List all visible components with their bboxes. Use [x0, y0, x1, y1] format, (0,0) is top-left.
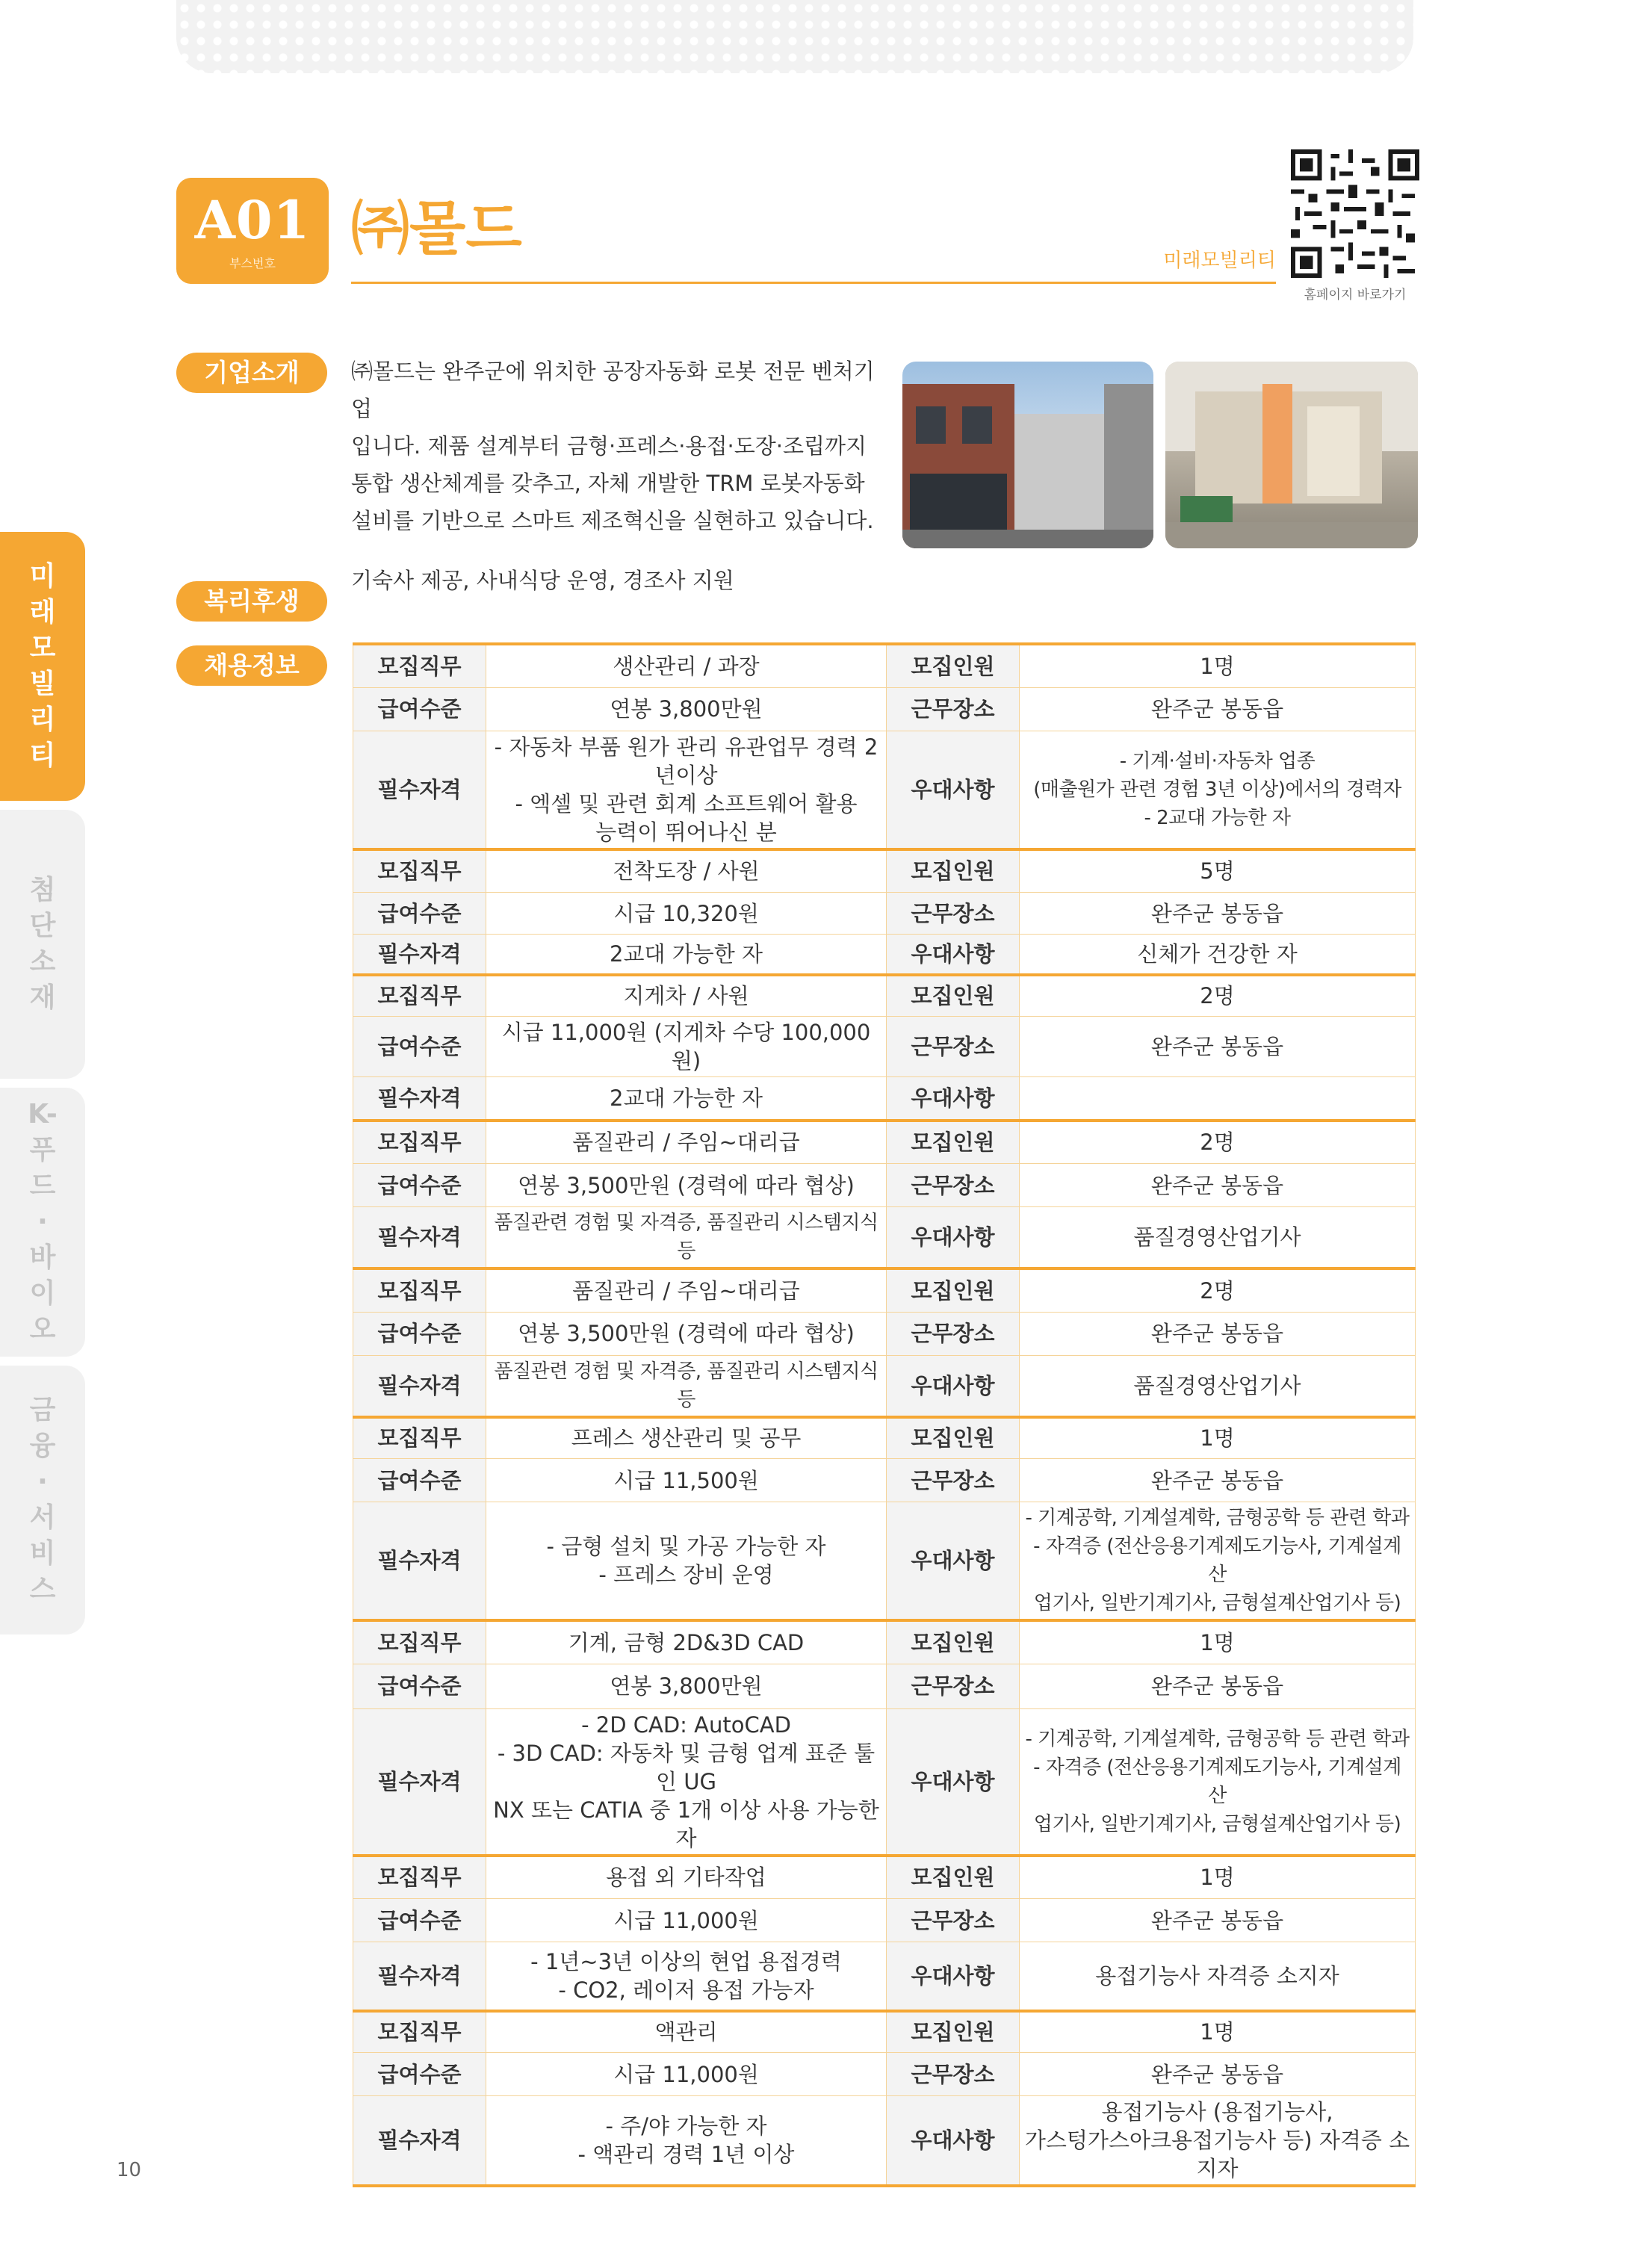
table-row: [353, 1207, 1416, 1269]
section-label-recruit: 채용정보: [176, 645, 327, 686]
table-row: [353, 731, 1416, 849]
table-row: [353, 1121, 1416, 1164]
field-value-count: 1명: [1020, 644, 1416, 687]
qr-caption: 홈페이지 바로가기: [1304, 288, 1407, 303]
section-label-intro: 기업소개: [176, 353, 327, 393]
field-label-pref: 우대사항: [887, 1207, 1020, 1269]
field-label-place: 근무장소: [887, 2053, 1020, 2096]
field-value-salary: 연봉 3,800만원: [486, 1664, 887, 1708]
table-row: [353, 1620, 1416, 1664]
field-value-place: 완주군 봉동읍: [1020, 687, 1416, 731]
field-label-pref: 우대사항: [887, 1942, 1020, 2011]
field-value-job: 용접 외 기타작업: [486, 1856, 887, 1899]
title-divider: [351, 282, 1276, 284]
intro-line: 설비를 기반으로 스마트 제조혁신을 실현하고 있습니다.: [351, 508, 874, 533]
field-label-req: 필수자격: [353, 1355, 486, 1417]
table-row: [353, 1017, 1416, 1077]
recruitment-table: [353, 642, 1415, 2187]
field-label-pref: 우대사항: [887, 1355, 1020, 1417]
factory-exterior-photo: [902, 362, 1153, 548]
field-value-place: 완주군 봉동읍: [1020, 893, 1416, 935]
field-label-count: 모집인원: [887, 2011, 1020, 2053]
page-number: 10: [117, 2159, 142, 2181]
field-value-pref: 용접기능사 (용접기능사, 가스텅가스아크용접기능사 등) 자격증 소지자: [1020, 2096, 1416, 2187]
field-label-req: 필수자격: [353, 1502, 486, 1621]
field-label-job: 모집직무: [353, 849, 486, 893]
sidebar-tab-label: 미래모빌리티: [29, 561, 56, 771]
field-label-place: 근무장소: [887, 1899, 1020, 1942]
table-row: [353, 1899, 1416, 1942]
field-value-pref: 품질경영산업기사: [1020, 1207, 1416, 1269]
field-label-req: 필수자격: [353, 1207, 486, 1269]
field-label-pref: 우대사항: [887, 2096, 1020, 2187]
table-row: [353, 2011, 1416, 2053]
sidebar-tab-finance[interactable]: [0, 1366, 85, 1635]
field-value-count: 1명: [1020, 1620, 1416, 1664]
sidebar-tab-materials[interactable]: [0, 810, 85, 1079]
company-category: 미래모빌리티: [1163, 250, 1276, 272]
table-row: [353, 2053, 1416, 2096]
field-value-req: - 주/야 가능한 자 - 액관리 경력 1년 이상: [486, 2096, 887, 2187]
sidebar-tab-mobility[interactable]: [0, 532, 85, 801]
table-row: [353, 1708, 1416, 1856]
intro-line: 입니다. 제품 설계부터 금형·프레스·용접·도장·조립까지: [351, 433, 867, 459]
field-value-salary: 시급 11,000원: [486, 2053, 887, 2096]
field-label-job: 모집직무: [353, 1856, 486, 1899]
field-value-count: 1명: [1020, 1417, 1416, 1459]
field-label-job: 모집직무: [353, 1620, 486, 1664]
field-value-pref: 용접기능사 자격증 소지자: [1020, 1942, 1416, 2011]
field-label-place: 근무장소: [887, 1312, 1020, 1355]
field-value-salary: 연봉 3,500만원 (경력에 따라 협상): [486, 1312, 887, 1355]
field-value-req: - 2D CAD: AutoCAD - 3D CAD: 자동차 및 금형 업계 표준 툴인 UG NX 또는 CATIA 중 1개 이상 사용 가능한 자: [486, 1708, 887, 1856]
field-label-place: 근무장소: [887, 687, 1020, 731]
field-value-req: 품질관련 경험 및 자격증, 품질관리 시스템지식 등: [486, 1355, 887, 1417]
field-label-job: 모집직무: [353, 2011, 486, 2053]
field-label-count: 모집인원: [887, 1121, 1020, 1164]
field-label-place: 근무장소: [887, 1164, 1020, 1207]
field-value-salary: 연봉 3,500만원 (경력에 따라 협상): [486, 1164, 887, 1207]
field-label-pref: 우대사항: [887, 1077, 1020, 1121]
field-label-req: 필수자격: [353, 935, 486, 975]
booth-label: 부스번호: [229, 256, 276, 270]
field-value-job: 생산관리 / 과장: [486, 644, 887, 687]
field-label-count: 모집인원: [887, 1856, 1020, 1899]
field-label-req: 필수자격: [353, 2096, 486, 2187]
table-row: [353, 1077, 1416, 1121]
field-value-req: - 금형 설치 및 가공 가능한 자 - 프레스 장비 운영: [486, 1502, 887, 1621]
table-row: [353, 1312, 1416, 1355]
field-label-count: 모집인원: [887, 1417, 1020, 1459]
field-label-count: 모집인원: [887, 849, 1020, 893]
field-label-salary: 급여수준: [353, 1899, 486, 1942]
field-label-count: 모집인원: [887, 644, 1020, 687]
field-value-req: - 1년~3년 이상의 현업 용접경력 - CO2, 레이저 용접 가능자: [486, 1942, 887, 2011]
sidebar-tab-food-bio[interactable]: [0, 1088, 85, 1357]
field-label-req: 필수자격: [353, 731, 486, 849]
table-row: [353, 1856, 1416, 1899]
table-row: [353, 1459, 1416, 1502]
field-value-salary: 시급 11,000원 (지게차 수당 100,000원): [486, 1017, 887, 1077]
table-row: [353, 935, 1416, 975]
field-value-job: 전착도장 / 사원: [486, 849, 887, 893]
field-value-count: 1명: [1020, 2011, 1416, 2053]
field-value-count: 2명: [1020, 975, 1416, 1017]
field-label-pref: 우대사항: [887, 935, 1020, 975]
field-label-job: 모집직무: [353, 975, 486, 1017]
field-value-count: 2명: [1020, 1268, 1416, 1312]
field-label-count: 모집인원: [887, 1620, 1020, 1664]
table-row: [353, 1417, 1416, 1459]
qr-code-icon[interactable]: [1291, 149, 1419, 278]
field-value-job: 액관리: [486, 2011, 887, 2053]
field-value-pref: [1020, 1077, 1416, 1121]
field-label-count: 모집인원: [887, 975, 1020, 1017]
field-label-salary: 급여수준: [353, 2053, 486, 2096]
field-value-place: 완주군 봉동읍: [1020, 2053, 1416, 2096]
intro-line: ㈜몰드는 완주군에 위치한 공장자동화 로봇 전문 벤처기업: [351, 359, 875, 421]
table-row: [353, 893, 1416, 935]
field-value-place: 완주군 봉동읍: [1020, 1164, 1416, 1207]
field-label-job: 모집직무: [353, 1417, 486, 1459]
field-value-salary: 시급 11,500원: [486, 1459, 887, 1502]
field-value-job: 품질관리 / 주임~대리급: [486, 1268, 887, 1312]
sidebar-tab-label: 첨단소재: [29, 875, 56, 1013]
table-row: [353, 1268, 1416, 1312]
table-row: [353, 849, 1416, 893]
field-value-pref: - 기계·설비·자동차 업종 (매출원가 관련 경험 3년 이상)에서의 경력자 - 2교대 가능한 자: [1020, 731, 1416, 849]
field-label-pref: 우대사항: [887, 731, 1020, 849]
field-value-salary: 시급 10,320원: [486, 893, 887, 935]
field-label-job: 모집직무: [353, 644, 486, 687]
field-label-place: 근무장소: [887, 1664, 1020, 1708]
field-label-job: 모집직무: [353, 1121, 486, 1164]
table-row: [353, 975, 1416, 1017]
sidebar-tab-label: 금융·서비스: [29, 1395, 56, 1605]
decorative-dot-band: [176, 0, 1413, 73]
booth-number: A01: [194, 189, 311, 251]
field-value-pref: 신체가 건강한 자: [1020, 935, 1416, 975]
field-label-salary: 급여수준: [353, 1164, 486, 1207]
welfare-text: 기숙사 제공, 사내식당 운영, 경조사 지원: [351, 568, 734, 593]
field-label-count: 모집인원: [887, 1268, 1020, 1312]
field-value-req: 2교대 가능한 자: [486, 1077, 887, 1121]
field-label-pref: 우대사항: [887, 1502, 1020, 1621]
field-label-salary: 급여수준: [353, 1312, 486, 1355]
field-value-place: 완주군 봉동읍: [1020, 1459, 1416, 1502]
sidebar-tab-label: K-푸드·바이오: [28, 1099, 58, 1345]
field-value-req: 2교대 가능한 자: [486, 935, 887, 975]
field-value-req: 품질관련 경험 및 자격증, 품질관리 시스템지식 등: [486, 1207, 887, 1269]
booth-badge: [176, 178, 329, 284]
field-value-pref: - 기계공학, 기계설계학, 금형공학 등 관련 학과 - 자격증 (전산응용기계제도기능사, 기계설계산 업기사, 일반기계기사, 금형설계산업기사 등): [1020, 1502, 1416, 1621]
field-value-count: 1명: [1020, 1856, 1416, 1899]
field-label-req: 필수자격: [353, 1708, 486, 1856]
field-label-salary: 급여수준: [353, 1459, 486, 1502]
table-row: [353, 1164, 1416, 1207]
field-label-salary: 급여수준: [353, 1664, 486, 1708]
field-value-count: 2명: [1020, 1121, 1416, 1164]
table-row: [353, 1664, 1416, 1708]
table-row: [353, 1355, 1416, 1417]
field-label-req: 필수자격: [353, 1942, 486, 2011]
field-label-salary: 급여수준: [353, 1017, 486, 1077]
field-value-salary: 연봉 3,800만원: [486, 687, 887, 731]
field-value-pref: - 기계공학, 기계설계학, 금형공학 등 관련 학과 - 자격증 (전산응용기계제도기능사, 기계설계산 업기사, 일반기계기사, 금형설계산업기사 등): [1020, 1708, 1416, 1856]
field-value-place: 완주군 봉동읍: [1020, 1664, 1416, 1708]
field-value-job: 지게차 / 사원: [486, 975, 887, 1017]
field-label-req: 필수자격: [353, 1077, 486, 1121]
table-row: [353, 2096, 1416, 2187]
table-row: [353, 644, 1416, 687]
table-row: [353, 687, 1416, 731]
field-value-job: 기계, 금형 2D&3D CAD: [486, 1620, 887, 1664]
field-value-count: 5명: [1020, 849, 1416, 893]
field-label-place: 근무장소: [887, 893, 1020, 935]
field-value-place: 완주군 봉동읍: [1020, 1312, 1416, 1355]
field-label-place: 근무장소: [887, 1017, 1020, 1077]
company-name: ㈜몰드: [351, 196, 522, 263]
field-label-pref: 우대사항: [887, 1708, 1020, 1856]
section-label-welfare: 복리후생: [176, 581, 327, 622]
table-row: [353, 1502, 1416, 1621]
field-value-job: 프레스 생산관리 및 공무: [486, 1417, 887, 1459]
field-label-place: 근무장소: [887, 1459, 1020, 1502]
table-row: [353, 1942, 1416, 2011]
field-label-salary: 급여수준: [353, 687, 486, 731]
field-value-place: 완주군 봉동읍: [1020, 1899, 1416, 1942]
field-value-place: 완주군 봉동읍: [1020, 1017, 1416, 1077]
field-label-salary: 급여수준: [353, 893, 486, 935]
field-value-salary: 시급 11,000원: [486, 1899, 887, 1942]
company-intro: [351, 353, 889, 539]
field-label-job: 모집직무: [353, 1268, 486, 1312]
field-value-pref: 품질경영산업기사: [1020, 1355, 1416, 1417]
field-value-req: - 자동차 부품 원가 관리 유관업무 경력 2년이상 - 엑셀 및 관련 회계 소프트웨어 활용 능력이 뛰어나신 분: [486, 731, 887, 849]
intro-line: 통합 생산체계를 갖추고, 자체 개발한 TRM 로봇자동화: [351, 471, 865, 496]
factory-interior-photo: [1165, 362, 1418, 548]
field-value-job: 품질관리 / 주임~대리급: [486, 1121, 887, 1164]
